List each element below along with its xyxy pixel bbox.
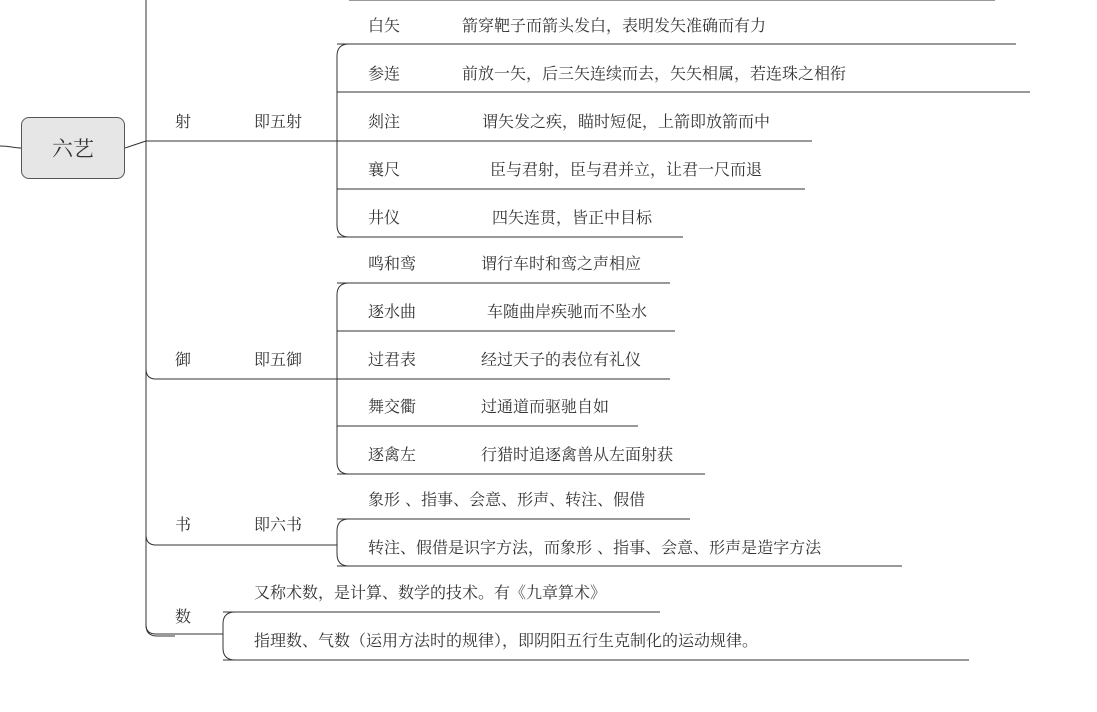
shu-underline (146, 535, 337, 545)
she-item-term[interactable]: 参连 (368, 64, 401, 83)
yu-item-desc[interactable]: 谓行车时和鸾之声相应 (481, 254, 642, 273)
sub-label-yu[interactable]: 即五御 (254, 350, 303, 369)
yu-item-desc[interactable]: 过通道而驱驰自如 (481, 397, 610, 416)
she-item-desc[interactable]: 臣与君射，臣与君并立，让君一尺而退 (490, 160, 763, 179)
math-note[interactable]: 又称术数，是计算、数学的技术。有《九章算术》 (254, 583, 607, 602)
branch-label-shu[interactable]: 书 (175, 515, 192, 534)
yu-item-term[interactable]: 逐禽左 (368, 445, 417, 464)
branch-label-shu-math[interactable]: 数 (175, 607, 192, 626)
yu-item-term[interactable]: 舞交衢 (368, 397, 417, 416)
she-item-desc[interactable]: 前放一矢，后三矢连续而去，矢矢相属，若连珠之相衔 (462, 64, 847, 83)
yu-item-term[interactable]: 过君表 (368, 350, 417, 369)
shu-note[interactable]: 转注、假借是识字方法，而象形 、指事、会意、形声是造字方法 (368, 538, 822, 557)
branch-label-she[interactable]: 射 (175, 112, 192, 131)
she-item-term[interactable]: 襄尺 (368, 160, 401, 179)
yu-item-desc[interactable]: 行猎时追逐禽兽从左面射获 (481, 445, 674, 464)
main-spine (146, 0, 175, 636)
root-connector (125, 141, 146, 148)
yu-item-desc[interactable]: 经过天子的表位有礼仪 (481, 350, 642, 369)
branch-label-yu[interactable]: 御 (175, 350, 192, 369)
she-item-desc[interactable]: 四矢连贯，皆正中目标 (492, 208, 653, 227)
yu-item-term[interactable]: 鸣和鸾 (368, 254, 417, 273)
yu-item-term[interactable]: 逐水曲 (368, 302, 417, 321)
she-item-term[interactable]: 剡注 (368, 112, 401, 131)
yu-underline (146, 369, 337, 379)
sub-label-she[interactable]: 即五射 (254, 112, 303, 131)
math-bracket (223, 612, 235, 660)
sub-label-shu[interactable]: 即六书 (254, 515, 303, 534)
yu-item-desc[interactable]: 车随曲岸疾驰而不坠水 (487, 302, 648, 321)
she-item-desc[interactable]: 箭穿靶子而箭头发白，表明发矢准确而有力 (462, 16, 767, 35)
root-incoming-line (0, 146, 21, 148)
root-node[interactable]: 六艺 (21, 117, 125, 179)
she-item-term[interactable]: 井仪 (368, 208, 401, 227)
shu-note[interactable]: 象形 、指事、会意、形声、转注、假借 (368, 490, 646, 509)
math-note[interactable]: 指理数、气数（运用方法时的规律），即阴阳五行生克制化的运动规律。 (254, 631, 759, 650)
shu-bracket (337, 519, 349, 566)
she-item-term[interactable]: 白矢 (368, 16, 401, 35)
she-item-desc[interactable]: 谓矢发之疾，瞄时短促，上箭即放箭而中 (482, 112, 771, 131)
